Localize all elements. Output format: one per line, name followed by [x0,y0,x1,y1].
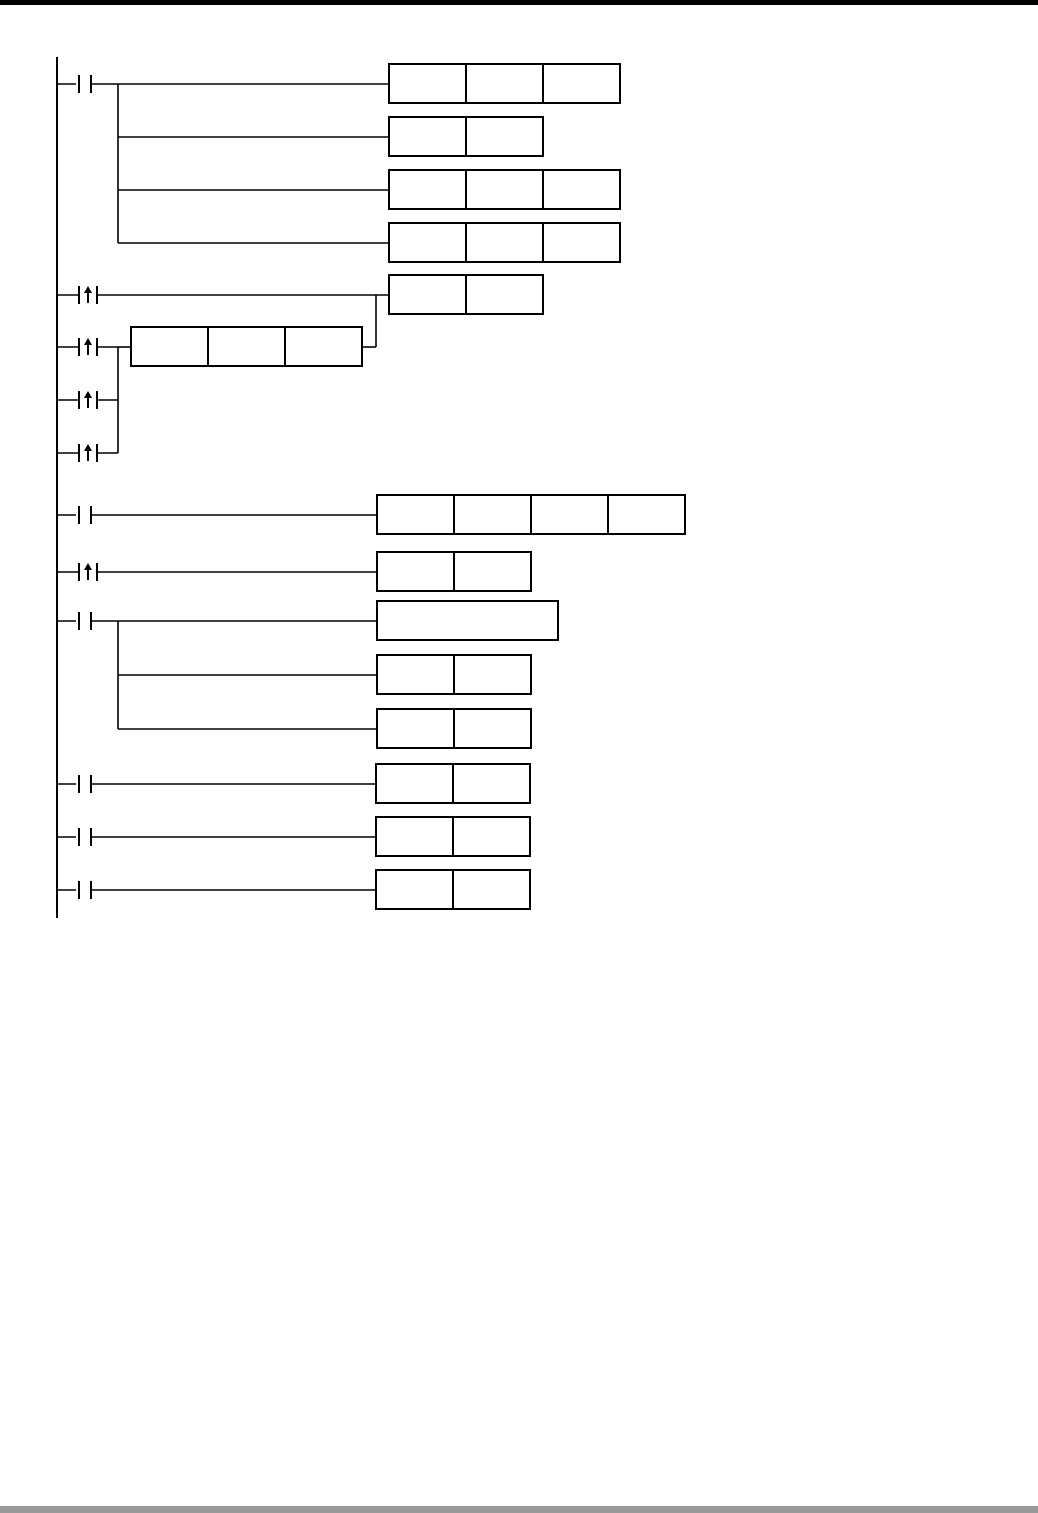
rung-9-instruction-1-cell-1 [376,870,453,909]
rung-6-instruction-2-cell-1 [377,655,454,694]
rung-1-instruction-3-cell-3 [543,170,620,209]
rung-1-instruction-2-cell-1 [389,117,466,156]
rung-1-instruction-1-cell-3 [543,64,620,103]
rung-3-instruction-1-cell-2 [208,327,285,366]
rung-5-instruction-1-cell-2 [454,552,531,591]
rising-edge-contact-3-1 [79,338,97,356]
rung-7-instruction-1-cell-2 [453,764,530,803]
rung-6-instruction-3-cell-2 [454,709,531,748]
rung-1-instruction-2-cell-2 [466,117,543,156]
no-contact-9 [79,881,91,899]
rung-4-instruction-1-cell-3 [531,495,608,534]
rung-8-instruction-1-cell-2 [453,817,530,856]
footer-rule [0,1506,1038,1513]
rung-4-instruction-1-cell-2 [454,495,531,534]
rung-1-instruction-1-cell-2 [466,64,543,103]
rung-2-instruction-1-cell-2 [466,275,543,314]
no-contact-7 [79,775,91,793]
rung-4-instruction-1-cell-1 [377,495,454,534]
rung-6-instruction-1-cell-1 [377,601,558,640]
no-contact-1 [79,75,91,93]
rising-edge-contact-3-3 [79,444,97,462]
no-contact-6 [79,612,91,630]
rung-9-instruction-1-cell-2 [453,870,530,909]
no-contact-8 [79,828,91,846]
rising-edge-contact-5 [79,563,97,581]
rung-1-instruction-4-cell-3 [543,223,620,262]
rung-1-instruction-3-cell-1 [389,170,466,209]
no-contact-4 [79,506,91,524]
rung-7-instruction-1-cell-1 [376,764,453,803]
rung-3-instruction-1-cell-3 [285,327,362,366]
rung-1-instruction-1-cell-1 [389,64,466,103]
rung-4-instruction-1-cell-4 [608,495,685,534]
rung-6-instruction-3-cell-1 [377,709,454,748]
rung-1-instruction-4-cell-1 [389,223,466,262]
rung-2-instruction-1-cell-1 [389,275,466,314]
rung-5-instruction-1-cell-1 [377,552,454,591]
rung-6-instruction-2-cell-2 [454,655,531,694]
rising-edge-contact-3-2 [79,391,97,409]
rung-3-instruction-1-cell-1 [131,327,208,366]
rung-1-instruction-4-cell-2 [466,223,543,262]
rising-edge-contact-2 [79,286,97,304]
rung-8-instruction-1-cell-1 [376,817,453,856]
rung-1-instruction-3-cell-2 [466,170,543,209]
